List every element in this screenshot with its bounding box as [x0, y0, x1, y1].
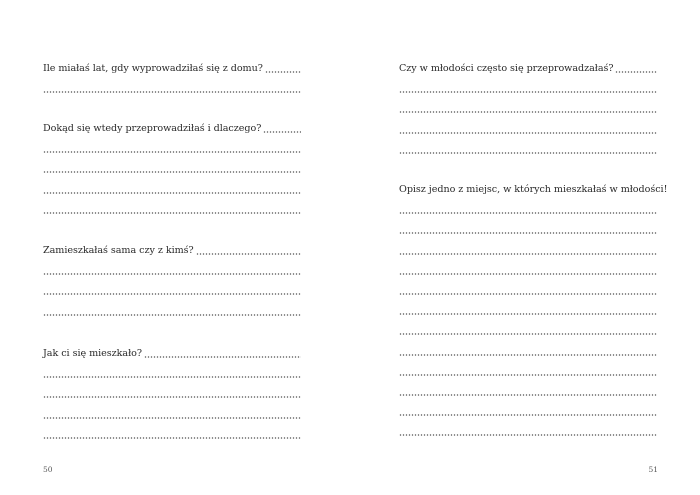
question-block	[43, 59, 301, 95]
answer-dotted-line[interactable]	[43, 175, 301, 195]
answer-dotted-line[interactable]	[43, 297, 301, 317]
answer-dotted-line[interactable]	[399, 95, 657, 115]
answer-dotted-line[interactable]	[144, 356, 301, 358]
question-text: Zamieszkałaś sama czy z kimś?	[43, 245, 194, 256]
answer-dotted-line[interactable]	[399, 297, 657, 317]
answer-dotted-line[interactable]	[399, 216, 657, 236]
question-text: Czy w młodości często się przeprowadzałaś?	[399, 63, 614, 74]
answer-dotted-line[interactable]	[399, 196, 657, 216]
question-block	[43, 241, 301, 318]
question-line	[43, 59, 301, 75]
answer-dotted-line[interactable]	[43, 360, 301, 380]
answer-dotted-line[interactable]	[265, 71, 301, 73]
page-number: 51	[648, 465, 658, 474]
question-block	[399, 59, 657, 156]
answer-dotted-line[interactable]	[399, 115, 657, 135]
answer-dotted-line[interactable]	[399, 136, 657, 156]
answer-dotted-line[interactable]	[43, 380, 301, 400]
question-text: Jak ci się mieszkało?	[43, 348, 142, 359]
question-block	[43, 344, 301, 441]
answer-dotted-line[interactable]	[399, 358, 657, 378]
answer-dotted-line[interactable]	[196, 253, 301, 255]
answer-dotted-line[interactable]	[43, 196, 301, 216]
question-block	[399, 180, 668, 438]
answer-dotted-line[interactable]	[399, 378, 657, 398]
answer-dotted-line[interactable]	[399, 277, 657, 297]
answer-dotted-line[interactable]	[399, 418, 657, 438]
question-text: Dokąd się wtedy przeprowadziłaś i dlaczego?	[43, 123, 262, 134]
answer-dotted-line[interactable]	[43, 400, 301, 420]
answer-dotted-line[interactable]	[43, 155, 301, 175]
question-line	[399, 59, 657, 75]
right-page	[350, 0, 700, 495]
answer-dotted-line[interactable]	[399, 257, 657, 277]
question-line	[399, 180, 668, 196]
answer-dotted-line[interactable]	[43, 257, 301, 277]
answer-dotted-line[interactable]	[43, 75, 301, 95]
answer-dotted-line[interactable]	[399, 317, 657, 337]
question-line	[43, 119, 301, 135]
answer-dotted-line[interactable]	[399, 75, 657, 95]
answer-dotted-line[interactable]	[43, 421, 301, 441]
question-block	[43, 119, 301, 216]
question-text: Opisz jedno z miejsc, w których mieszkałaś w młodości!	[399, 184, 668, 195]
question-text: Ile miałaś lat, gdy wyprowadziłaś się z domu?	[43, 63, 263, 74]
answer-dotted-line[interactable]	[43, 277, 301, 297]
question-line	[43, 344, 301, 360]
answer-dotted-line[interactable]	[399, 236, 657, 256]
answer-dotted-line[interactable]	[263, 131, 301, 133]
page-number: 50	[43, 465, 53, 474]
question-line	[43, 241, 301, 257]
answer-dotted-line[interactable]	[615, 71, 657, 73]
answer-dotted-line[interactable]	[399, 398, 657, 418]
answer-dotted-line[interactable]	[399, 337, 657, 357]
answer-dotted-line[interactable]	[43, 135, 301, 155]
